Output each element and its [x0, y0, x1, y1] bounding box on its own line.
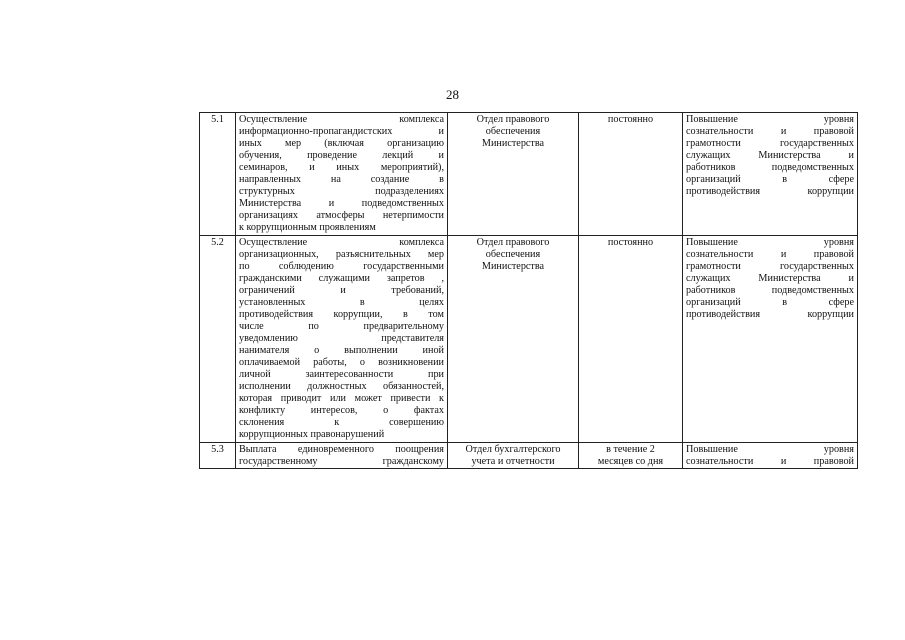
description-line: Осуществление комплекса — [239, 114, 444, 125]
term-line: постоянно — [607, 237, 654, 248]
description-line: Осуществление комплекса — [239, 237, 444, 248]
term-cell — [579, 113, 683, 236]
description-line: иных мер (включая организацию — [239, 138, 444, 149]
executor-line: Отдел бухгалтерского — [465, 444, 561, 455]
description-line: информационно-пропагандистских и — [239, 126, 444, 137]
description-line: Министерства и подведомственных — [239, 198, 444, 209]
row-number-cell: 5.1 — [200, 113, 236, 236]
executor-line: Министерства — [481, 261, 545, 272]
description-line: обучения, проведение лекций и — [239, 150, 444, 161]
executor-cell — [448, 236, 579, 443]
result-cell — [683, 113, 858, 236]
description-line: конфликту интересов, о фактах — [239, 405, 444, 416]
description-line: уведомлению представителя — [239, 333, 444, 344]
description-line: государственному гражданскому — [239, 456, 444, 467]
description-line: склонения к совершению — [239, 417, 444, 428]
executor-cell — [448, 113, 579, 236]
description-line: установленных в целях — [239, 297, 444, 308]
description-line: которая приводит или может привести к — [239, 393, 444, 404]
term-line: постоянно — [607, 114, 654, 125]
description-line: к коррупционным проявлениям — [239, 222, 376, 233]
result-line: организаций в сфере — [686, 174, 854, 185]
executor-cell — [448, 443, 579, 469]
description-line: структурных подразделениях — [239, 186, 444, 197]
description-line: гражданскими служащими запретов , — [239, 273, 444, 284]
result-line: сознательности и правовой — [686, 249, 854, 260]
description-line: Выплата единовременного поощрения — [239, 444, 444, 455]
result-line: противодействия коррупции — [686, 186, 854, 197]
result-line: служащих Министерства и — [686, 273, 854, 284]
description-line: противодействия коррупции, в том — [239, 309, 444, 320]
measures-table-body — [200, 113, 858, 469]
result-line: Повышение уровня — [686, 237, 854, 248]
executor-line: Министерства — [481, 138, 545, 149]
row-number-cell: 5.3 — [200, 443, 236, 469]
result-line: сознательности и правовой — [686, 456, 854, 467]
result-line: противодействия коррупции — [686, 309, 854, 320]
result-line: работников подведомственных — [686, 162, 854, 173]
result-line: сознательности и правовой — [686, 126, 854, 137]
table-row — [200, 113, 858, 236]
description-line: оплачиваемой работы, о возникновении — [239, 357, 444, 368]
description-line: организационных, разъяснительных мер — [239, 249, 444, 260]
description-line: числе по предварительному — [239, 321, 444, 332]
result-line: работников подведомственных — [686, 285, 854, 296]
table-row — [200, 443, 858, 469]
result-line: грамотности государственных — [686, 138, 854, 149]
description-cell — [236, 236, 448, 443]
description-line: исполнении должностных обязанностей, — [239, 381, 444, 392]
executor-line: обеспечения — [485, 249, 541, 260]
page-number: 28 — [446, 87, 459, 102]
description-cell — [236, 113, 448, 236]
term-line: в течение 2 — [606, 444, 655, 455]
executor-line: учета и отчетности — [471, 456, 555, 467]
description-line: семинаров, и иных мероприятий), — [239, 162, 444, 173]
description-line: личной заинтересованности при — [239, 369, 444, 380]
row-number-cell: 5.2 — [200, 236, 236, 443]
result-line: грамотности государственных — [686, 261, 854, 272]
term-cell — [579, 443, 683, 469]
description-line: организациях атмосферы нетерпимости — [239, 210, 444, 221]
description-line: нанимателя о выполнении иной — [239, 345, 444, 356]
result-cell — [683, 443, 858, 469]
description-cell — [236, 443, 448, 469]
description-line: направленных на создание в — [239, 174, 444, 185]
result-cell — [683, 236, 858, 443]
executor-line: Отдел правового — [476, 237, 550, 248]
term-line: месяцев со дня — [597, 456, 664, 467]
measures-table — [199, 112, 858, 469]
description-line: ограничений и требований, — [239, 285, 444, 296]
result-line: служащих Министерства и — [686, 150, 854, 161]
term-cell — [579, 236, 683, 443]
description-line: коррупционных правонарушений — [239, 429, 385, 440]
executor-line: обеспечения — [485, 126, 541, 137]
description-line: по соблюдению государственными — [239, 261, 444, 272]
result-line: Повышение уровня — [686, 114, 854, 125]
executor-line: Отдел правового — [476, 114, 550, 125]
table-row — [200, 236, 858, 443]
result-line: Повышение уровня — [686, 444, 854, 455]
result-line: организаций в сфере — [686, 297, 854, 308]
